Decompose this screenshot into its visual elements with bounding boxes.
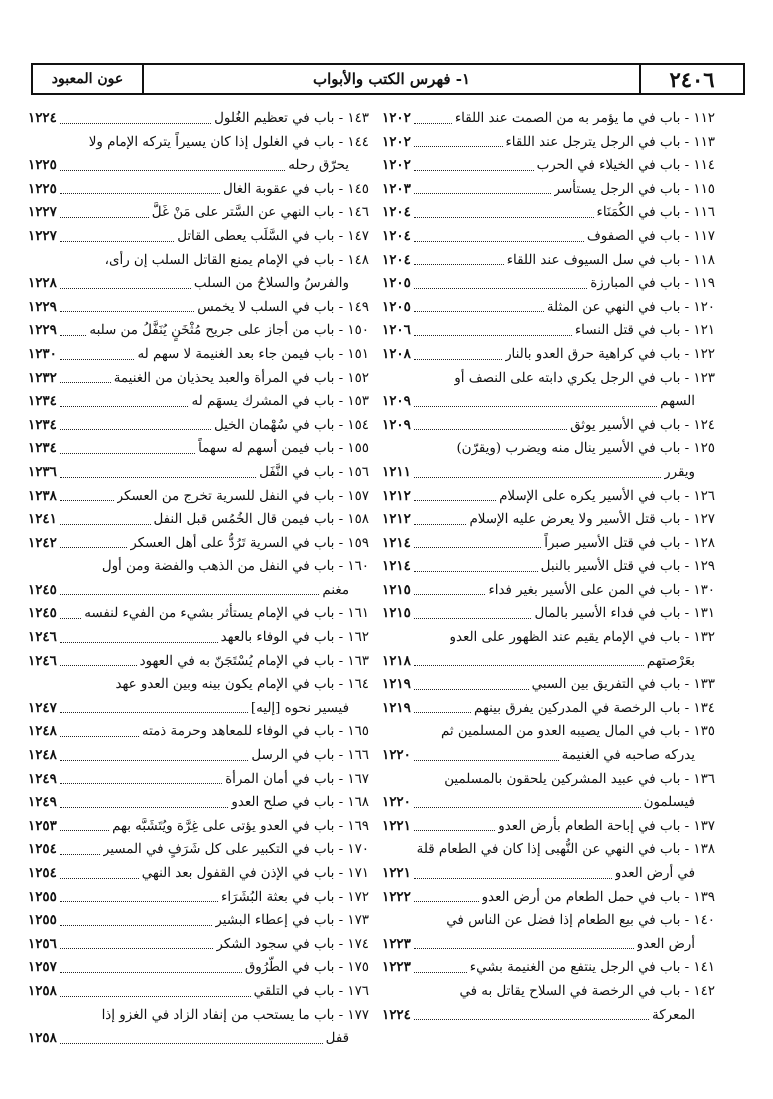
entry-page-number: ١٢٤٢ [28, 534, 57, 551]
entry-page-number: ١٢٠٥ [382, 298, 411, 315]
entry-title: ١٧٧ - باب ما يستحب من إنفاد الزاد في الغزو إذا [101, 1007, 369, 1023]
index-entry-continuation [28, 697, 369, 721]
entry-title: ١٥٢ - باب في المرأة والعبد يحذيان من الغنيمة [113, 370, 369, 386]
entry-page-number: ١٢٢٥ [28, 180, 57, 197]
entry-page-number: ١٢٤٦ [28, 652, 57, 669]
index-entry-continuation [382, 744, 715, 768]
entry-page-number: ١٢٣٢ [28, 369, 57, 386]
entry-page-number: ١٢٥٦ [28, 935, 57, 952]
index-entry [28, 249, 369, 273]
entry-page-number: ١٢٠٩ [382, 416, 411, 433]
entry-page-number: ١٢٣٤ [28, 416, 57, 433]
index-entry [28, 673, 369, 697]
entry-title: ١٢٤ - باب في الأسير يوثق [570, 417, 715, 433]
entry-title: ١٧٤ - باب في سجود الشكر [216, 936, 369, 952]
index-entry [382, 225, 715, 249]
leader-dots [60, 453, 195, 454]
entry-title: ١١٥ - باب في الرجل يستأسر [553, 181, 715, 197]
entry-title: ١٤٦ - باب النهي عن السَّتر على مَنْ غَلَّ [151, 205, 369, 221]
leader-dots [60, 642, 218, 643]
index-entry [28, 602, 369, 626]
index-entry [28, 225, 369, 249]
entry-page-number: ١٢٣٠ [28, 345, 57, 362]
index-entry [28, 437, 369, 461]
index-entry [382, 956, 715, 980]
leader-dots [414, 618, 532, 619]
index-entry [28, 862, 369, 886]
entry-title: ١٣٤ - باب الرخصة في المدركين يفرق بينهم [474, 700, 715, 716]
entry-title: ١٦٨ - باب في صلح العدو [231, 795, 369, 811]
entry-title: ١٢١ - باب في قتل النساء [574, 323, 715, 339]
entry-page-number: ١٢٠٨ [382, 345, 411, 362]
index-entry [382, 178, 715, 202]
index-entry-continuation [382, 862, 715, 886]
leader-dots [60, 972, 242, 973]
entry-title: ١٥١ - باب فيمن جاء بعد الغنيمة لا سهم له [137, 346, 369, 362]
entry-title: ١٢٠ - باب في النهي عن المثلة [546, 299, 715, 315]
leader-dots [60, 925, 213, 926]
leader-dots [60, 807, 229, 808]
entry-page-number: ١٢٥٨ [28, 982, 57, 999]
index-entry [28, 744, 369, 768]
leader-dots [60, 547, 127, 548]
entry-page-number: ١٢٢٧ [28, 204, 57, 221]
leader-dots [414, 123, 452, 124]
leader-dots [414, 901, 479, 902]
index-entry [28, 909, 369, 933]
entry-title: ١٣٢ - باب في الإمام يقيم عند الظهور على العدو [449, 630, 715, 646]
leader-dots [60, 901, 218, 902]
entry-title: ١٢٣ - باب في الرجل يكري دابته على النصف أو [454, 370, 715, 386]
entry-title: ١٣٥ - باب في المال يصيبه العدو من المسلمين ثم [441, 724, 715, 740]
leader-dots [60, 429, 211, 430]
index-entry-continuation [382, 1004, 715, 1028]
index-entry [28, 367, 369, 391]
entry-title: ١٢٦ - باب في الأسير يكره على الإسلام [499, 488, 715, 504]
entry-page-number: ١٢٢٠ [382, 794, 411, 811]
entry-title: ١٥٠ - باب من أجاز على جريح مُثْخَنٍ يُنَفَّلُ من سلبه [89, 323, 369, 339]
entry-title: ١٦٥ - باب في الوفاء للمعاهد وحرمة ذمته [141, 724, 369, 740]
index-entry [28, 532, 369, 556]
entry-page-number: ١٢٠٦ [382, 322, 411, 339]
index-entry-continuation [382, 791, 715, 815]
index-entry [382, 815, 715, 839]
leader-dots [60, 996, 251, 997]
entry-page-number: ١٢٥٥ [28, 888, 57, 905]
leader-dots [414, 665, 644, 666]
leader-dots [414, 335, 572, 336]
entry-title: ١٦٣ - باب في الإمام يُسْتَجَنّ به في العهود [139, 653, 369, 669]
leader-dots [414, 500, 496, 501]
leader-dots [60, 878, 139, 879]
entry-title-continuation: بعَرْصتهم [646, 653, 695, 669]
index-entry [382, 602, 715, 626]
page-header [31, 63, 745, 95]
entry-title: ١١٦ - باب في الكُمَنَاء [596, 205, 715, 221]
leader-dots [414, 241, 584, 242]
index-entry [382, 201, 715, 225]
leader-dots [60, 193, 220, 194]
entry-title: ١٣٨ - باب في النهي عن النُّهبى إذا كان في الطعام قلة [416, 842, 715, 858]
leader-dots [414, 571, 538, 572]
leader-dots [60, 217, 149, 218]
leader-dots [60, 359, 135, 360]
index-entry [382, 838, 715, 862]
entry-title: ١٤٩ - باب في السلب لا يخمس [197, 299, 369, 315]
entry-page-number: ١٢٠٤ [382, 204, 411, 221]
entry-title: ١٢٧ - باب قتل الأسير ولا يعرض عليه الإسلام [469, 512, 715, 528]
entry-title: ١٥٥ - باب فيمن أسهم له سهماً [198, 441, 369, 457]
entry-page-number: ١٢٢٩ [28, 322, 57, 339]
entry-title: ١٢٨ - باب في قتل الأسير صبراً [544, 535, 715, 551]
entry-title-continuation: فيسير نحوه [إليه] [250, 700, 349, 716]
entry-page-number: ١٢١٥ [382, 581, 411, 598]
index-entry [382, 272, 715, 296]
entry-title-continuation: في أرض العدو [614, 866, 695, 881]
index-entry-continuation [382, 461, 715, 485]
leader-dots [414, 406, 657, 407]
entry-title: ١٢٢ - باب في كراهية حرق العدو بالنار [505, 346, 715, 362]
index-entry [28, 485, 369, 509]
index-column-left [28, 107, 369, 1051]
index-entry [382, 768, 715, 792]
entry-page-number: ١٢٥٣ [28, 817, 57, 834]
entry-page-number: ١٢٢٠ [382, 747, 411, 764]
leader-dots [60, 170, 285, 171]
index-entry [382, 414, 715, 438]
entry-page-number: ١٢٠٤ [382, 251, 411, 268]
index-entry [382, 579, 715, 603]
leader-dots [60, 760, 249, 761]
entry-page-number: ١٢٠٢ [382, 157, 411, 174]
entry-title: ١١٤ - باب في الخيلاء في الحرب [536, 158, 715, 174]
leader-dots [414, 288, 588, 289]
index-entry-continuation [382, 650, 715, 674]
index-entry [382, 367, 715, 391]
leader-dots [414, 689, 529, 690]
entry-title: ١٤٨ - باب في الإمام يمنع القاتل السلب إن رأى، [104, 252, 369, 268]
entry-title: ١٥٣ - باب في المشرك يسهَم له [191, 394, 369, 410]
entry-title: ١٧٦ - باب في التلقي [253, 983, 369, 999]
leader-dots [60, 948, 214, 949]
index-entry [28, 980, 369, 1004]
index-entry-continuation [382, 390, 715, 414]
entry-page-number: ١٢٢٨ [28, 275, 57, 292]
index-entry [382, 319, 715, 343]
index-entry [382, 249, 715, 273]
index-entry [28, 956, 369, 980]
leader-dots [60, 406, 189, 407]
entry-page-number: ١٢٠٣ [382, 180, 411, 197]
entry-page-number: ١٢٢٣ [382, 959, 411, 976]
leader-dots [414, 477, 661, 478]
leader-dots [414, 1019, 649, 1020]
index-entry [28, 131, 369, 155]
leader-dots [60, 311, 194, 312]
index-entry [382, 555, 715, 579]
index-entry [28, 319, 369, 343]
entry-page-number: ١٢١٤ [382, 534, 411, 551]
leader-dots [414, 217, 594, 218]
index-entry [28, 815, 369, 839]
leader-dots [60, 123, 211, 124]
entry-page-number: ١٢٤٩ [28, 794, 57, 811]
entry-page-number: ١٢١٩ [382, 676, 411, 693]
entry-title: ١٢٥ - باب في الأسير ينال منه ويضرب (ويقرّن) [456, 441, 715, 457]
leader-dots [414, 547, 541, 548]
page-number: ٢٤٠٦ [639, 65, 743, 93]
entry-page-number: ١٢٢١ [382, 817, 411, 834]
entry-title: ١٧٣ - باب في إعطاء البشير [215, 913, 369, 929]
entry-title: ١٦٦ - باب في الرسل [251, 748, 369, 764]
index-entry [28, 886, 369, 910]
index-entry [28, 768, 369, 792]
leader-dots [60, 524, 151, 525]
index-entry [28, 461, 369, 485]
index-entry [28, 838, 369, 862]
leader-dots [60, 830, 109, 831]
index-entry-continuation [382, 933, 715, 957]
entry-page-number: ١٢١١ [382, 463, 411, 480]
index-entry [28, 508, 369, 532]
entry-title: ١٣٣ - باب في التفريق بين السبي [531, 677, 715, 693]
leader-dots [60, 594, 320, 595]
entry-page-number: ١٢٢١ [382, 865, 411, 881]
entry-page-number: ١٢١٢ [382, 487, 411, 504]
entry-title: ١٥٦ - باب في النَّفَل [259, 464, 369, 480]
entry-page-number: ١٢٢٤ [28, 110, 57, 126]
entry-page-number: ١٢٢٣ [382, 935, 411, 952]
index-entry [28, 933, 369, 957]
entry-page-number: ١٢١٩ [382, 699, 411, 716]
entry-title: ١٦٢ - باب في الوفاء بالعهد [220, 630, 369, 646]
index-entry [382, 107, 715, 131]
leader-dots [414, 524, 467, 525]
entry-page-number: ١٢٣٦ [28, 463, 57, 480]
leader-dots [414, 878, 612, 879]
leader-dots [414, 594, 486, 595]
leader-dots [60, 783, 222, 784]
entry-page-number: ١٢٢٩ [28, 298, 57, 315]
entry-title: ١٤٥ - باب في عقوبة الغال [222, 181, 369, 197]
leader-dots [414, 193, 551, 194]
entry-title: ١٧٢ - باب في بعثة البُشَرَاء [221, 889, 369, 905]
leader-dots [60, 854, 100, 855]
entry-page-number: ١٢٥٤ [28, 865, 57, 881]
entry-page-number: ١٢٤١ [28, 511, 57, 528]
leader-dots [60, 477, 256, 478]
entry-page-number: ١٢٤٥ [28, 581, 57, 598]
entry-page-number: ١٢١٤ [382, 558, 411, 575]
entry-page-number: ١٢٢٧ [28, 227, 57, 244]
index-entry [28, 555, 369, 579]
index-entry [382, 626, 715, 650]
entry-title: ١٥٤ - باب في سُهْمان الخيل [213, 417, 369, 433]
index-entry [28, 107, 369, 131]
leader-dots [60, 288, 191, 289]
index-entry [382, 909, 715, 933]
entry-title: ١٤٢ - باب في الرخصة في السلاح يقاتل به في [459, 983, 715, 999]
entry-title-continuation: السهم [660, 394, 695, 410]
entry-page-number: ١٢٣٤ [28, 393, 57, 410]
index-entry-continuation [28, 154, 369, 178]
entry-page-number: ١٢٥٤ [28, 841, 57, 858]
entry-title: ١٦٧ - باب في أمان المرأة [225, 771, 369, 787]
leader-dots [60, 500, 114, 501]
leader-dots [60, 335, 87, 336]
leader-dots [414, 146, 503, 147]
entry-title-continuation: مغنم [322, 582, 349, 598]
index-entry [382, 154, 715, 178]
index-entry [28, 201, 369, 225]
index-entry [382, 886, 715, 910]
entry-title-continuation: أرض العدو [636, 936, 695, 952]
entry-title-continuation: ويقرر [664, 464, 695, 480]
leader-dots [60, 665, 137, 666]
index-entry [28, 791, 369, 815]
leader-dots [60, 241, 174, 242]
entry-title: ١١٨ - باب في سل السيوف عند اللقاء [506, 252, 715, 268]
index-entry [382, 532, 715, 556]
entry-title: ١٣١ - باب في فداء الأسير بالمال [534, 606, 715, 622]
index-entry [382, 508, 715, 532]
index-entry [382, 697, 715, 721]
leader-dots [414, 948, 634, 949]
index-entry-continuation [28, 579, 369, 603]
entry-title-continuation: والفرسُ والسلاحُ من السلب [193, 276, 349, 292]
entry-page-number: ١٢٣٤ [28, 440, 57, 457]
entry-title: ١٦٩ - باب في العدو يؤتى على غِرَّة ويُتَشَبَّه بهم [112, 818, 369, 834]
leader-dots [60, 736, 139, 737]
leader-dots [60, 1043, 323, 1044]
index-entry [382, 485, 715, 509]
entry-title: ١٣٧ - باب في إباحة الطعام بأرض العدو [498, 818, 715, 834]
index-entry [28, 720, 369, 744]
entry-title-continuation: فيسلمون [643, 795, 695, 811]
entry-page-number: ١٢٤٥ [28, 605, 57, 622]
index-entry [28, 343, 369, 367]
entry-page-number: ١٢٠٤ [382, 227, 411, 244]
index-entry [28, 390, 369, 414]
entry-title: ١١٩ - باب في المبارزة [590, 276, 715, 292]
index-entry [382, 131, 715, 155]
entry-page-number: ١٢٤٨ [28, 723, 57, 740]
entry-page-number: ١٢١٥ [382, 605, 411, 622]
entry-title: ١٧١ - باب في الإذن في القفول بعد النهي [141, 866, 369, 881]
entry-page-number: ١٢٤٩ [28, 770, 57, 787]
leader-dots [414, 972, 467, 973]
entry-page-number: ١٢٥٨ [28, 1030, 57, 1047]
entry-title: ١٤٣ - باب في تعظيم الغُلول [214, 111, 369, 126]
leader-dots [414, 264, 504, 265]
entry-page-number: ١٢٢٢ [382, 888, 411, 905]
leader-dots [60, 382, 111, 383]
section-title: ١- فهرس الكتب والأبواب [312, 70, 471, 88]
index-column-right [382, 107, 715, 1027]
leader-dots [414, 830, 496, 831]
index-entry [28, 296, 369, 320]
book-title: عون المعبود [33, 65, 144, 93]
entry-page-number: ١٢٥٥ [28, 912, 57, 929]
index-entry [382, 673, 715, 697]
entry-page-number: ١٢٢٥ [28, 157, 57, 174]
entry-page-number: ١٢٠٢ [382, 133, 411, 150]
entry-page-number: ١٢٤٧ [28, 699, 57, 716]
index-entry-continuation [28, 1027, 369, 1051]
leader-dots [414, 311, 544, 312]
index-entry [28, 414, 369, 438]
entry-page-number: ١٢٠٢ [382, 110, 411, 126]
entry-page-number: ١٢٣٨ [28, 487, 57, 504]
leader-dots [414, 170, 534, 171]
index-entry [382, 296, 715, 320]
entry-title: ١٢٩ - باب في قتل الأسير بالنبل [540, 559, 715, 575]
leader-dots [414, 760, 559, 761]
entry-title: ١٣٦ - باب في عبيد المشركين يلحقون بالمسلمين [444, 771, 715, 787]
entry-title: ١٦١ - باب في الإمام يستأثر بشيء من الفيء لنفسه [84, 606, 369, 622]
entry-page-number: ١٢٤٦ [28, 629, 57, 646]
leader-dots [60, 618, 81, 619]
leader-dots [414, 712, 471, 713]
leader-dots [60, 712, 248, 713]
index-entry [28, 626, 369, 650]
entry-title-continuation: يحرّق رحله [288, 158, 349, 174]
index-entry [28, 1004, 369, 1028]
entry-title-continuation: يدركه صاحبه في الغنيمة [561, 748, 695, 764]
entry-title: ١٦٤ - باب في الإمام يكون بينه وبين العدو عهد [115, 677, 369, 693]
entry-page-number: ١٢١٢ [382, 511, 411, 528]
entry-title: ١٤١ - باب في الرجل ينتفع من الغنيمة بشيء [469, 960, 715, 976]
index-entry [28, 650, 369, 674]
entry-page-number: ١٢٠٩ [382, 393, 411, 410]
index-entry [28, 178, 369, 202]
entry-title: ١٤٠ - باب في بيع الطعام إذا فضل عن الناس في [446, 913, 715, 929]
index-entry [382, 980, 715, 1004]
entry-title: ١٣٠ - باب في المن على الأسير بغير فداء [488, 582, 715, 598]
entry-title: ١٥٨ - باب فيمن قال الخُمُس قبل النفل [153, 512, 369, 528]
entry-title: ١٥٧ - باب في النفل للسرية تخرج من العسكر [116, 488, 369, 504]
entry-page-number: ١٢٥٧ [28, 959, 57, 976]
entry-title-continuation: قفل [325, 1031, 349, 1047]
entry-page-number: ١٢٤٨ [28, 747, 57, 764]
entry-title: ١١٧ - باب في الصفوف [586, 228, 715, 244]
entry-title: ١٥٩ - باب في السرية تَرُدُّ على أهل العسكر [130, 535, 369, 551]
entry-title: ١٣٩ - باب في حمل الطعام من أرض العدو [481, 889, 715, 905]
entry-page-number: ١٢٢٤ [382, 1006, 411, 1023]
entry-page-number: ١٢١٨ [382, 652, 411, 669]
entry-title: ١٤٤ - باب في الغلول إذا كان يسيراً يتركه الإمام ولا [88, 134, 369, 150]
leader-dots [414, 359, 502, 360]
index-entry [382, 437, 715, 461]
entry-title: ١١٣ - باب في الرجل يترجل عند اللقاء [505, 134, 715, 150]
leader-dots [414, 807, 641, 808]
index-entry-continuation [28, 272, 369, 296]
leader-dots [414, 429, 567, 430]
entry-title: ١٤٧ - باب في السَّلَب يعطى القاتل [177, 228, 369, 244]
index-entry [382, 343, 715, 367]
entry-page-number: ١٢٠٥ [382, 275, 411, 292]
entry-title: ١٦٠ - باب في النفل من الذهب والفضة ومن أول [101, 559, 369, 575]
entry-title: ١١٢ - باب في ما يؤمر به من الصمت عند اللقاء [454, 111, 715, 126]
entry-title: ١٧٠ - باب في التكبير على كل شَرَفٍ في المسير [102, 842, 369, 858]
entry-title-continuation: المعركة [652, 1007, 695, 1023]
index-entry [382, 720, 715, 744]
entry-title: ١٧٥ - باب في الطُّرُوق [244, 960, 369, 976]
